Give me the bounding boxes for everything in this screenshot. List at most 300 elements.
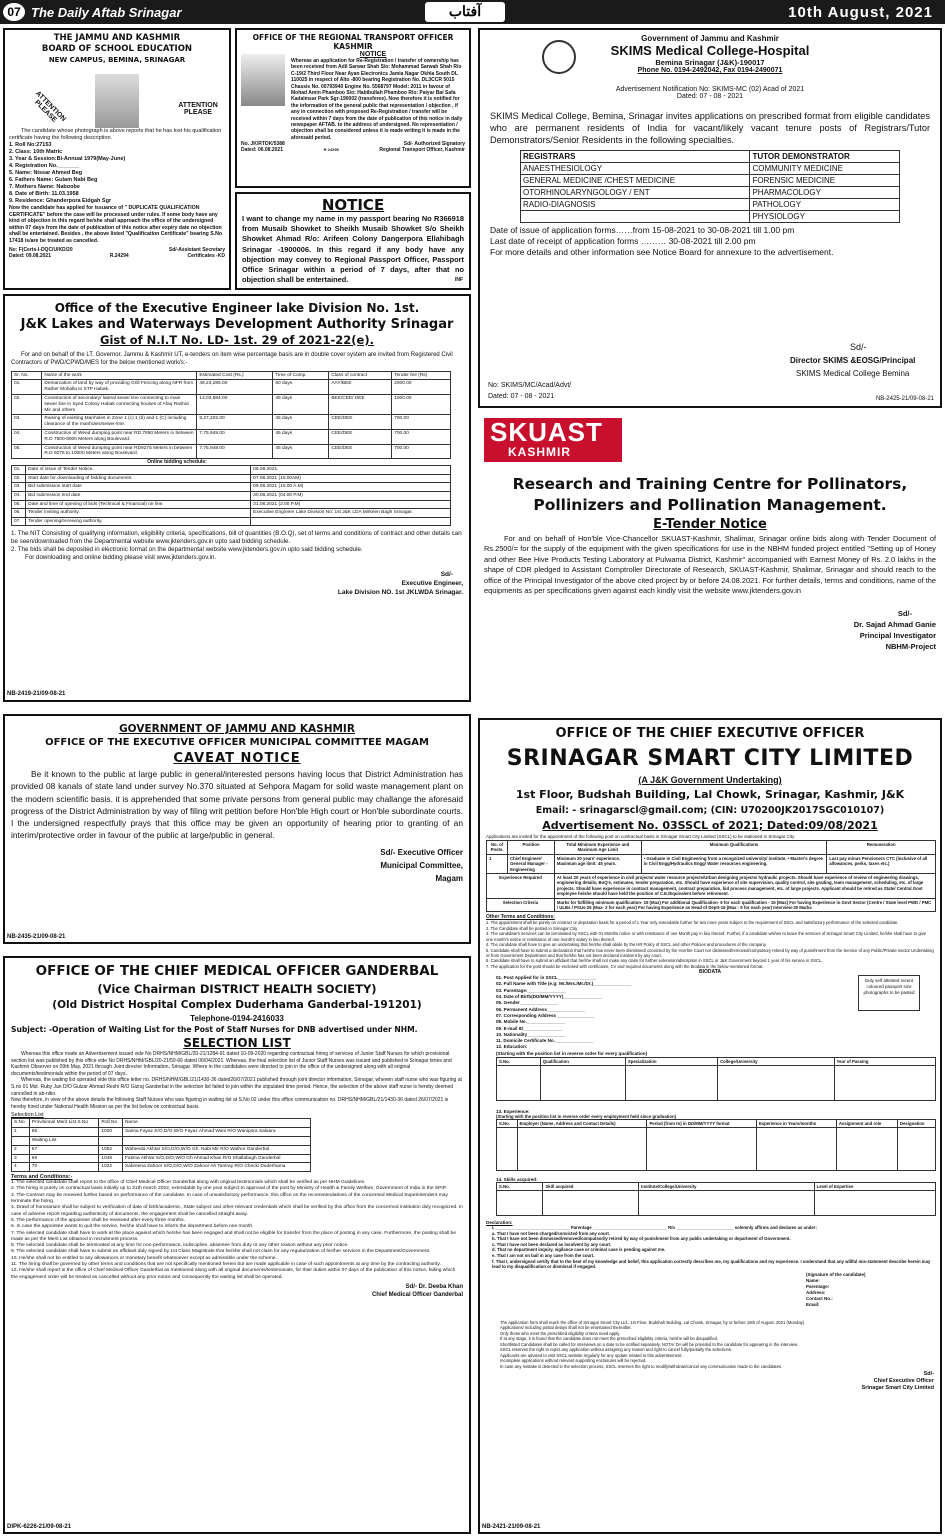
sc-post-cell: • Graduate in Civil Engineering from a recognized university/ institute. • Master's degree in Civil Engg/Hydraulics Engg/ Water resources engineering. bbox=[641, 854, 827, 873]
sc-col-header: No. of Posts. bbox=[487, 841, 508, 855]
gb-term: 6. In case the appointee wants to quit the service, he/she shall have to inform the department before one month. bbox=[11, 1224, 254, 1230]
sc-code: NB-2421-21/09-08-21 bbox=[482, 1524, 541, 1530]
lakes-col-header: Estimated Cost (Rs.) bbox=[197, 371, 273, 380]
gb-term: 1. The selected candidate shall report to the office of Chief Medical Officer Ganderbal along with original testimonials which shall be verified as per NHM Guidelines. bbox=[11, 1180, 366, 1186]
sc-declaration bbox=[492, 1225, 934, 1270]
lakes-cell: CEE/DEE bbox=[329, 415, 392, 430]
lakes-cell: 45 days bbox=[273, 429, 329, 444]
sc-field: 10. Nationality_______________ bbox=[496, 1031, 566, 1037]
ganderbal-terms-title: Terms and Conditions:- bbox=[11, 1174, 73, 1181]
sc-decl-line: d. That no department inquiry, vigilance case or criminal case is pending against me. bbox=[492, 1247, 666, 1253]
smartcity-title-4: 1st Floor, Budshah Building, Lal Chowk, Srinagar, Kashmir, J&K bbox=[515, 788, 905, 801]
sc-footer-line: SSCL reserves the right to reject any application without assigning any reason and right to cancel fully/partially the selections. bbox=[500, 1347, 733, 1353]
sc-form-col-header: Specialization bbox=[625, 1057, 717, 1065]
masthead-logo: آفتاب bbox=[425, 2, 505, 22]
gb-term: 7. The selected candidate shall have to work at the place against which he/she has been engaged and shall not be eligible for transfer from the place of posting in any case. Furthermore, the posting shall be made as per the Merit List obtained in recruitment process. bbox=[11, 1230, 456, 1242]
sc-form-col-header: S.No. bbox=[497, 1057, 541, 1065]
lakes-cell: Construction of Weed dumping point near RD9275 Meters in between R.D 9275 to 10000 Meters along Boulevard. bbox=[42, 444, 197, 459]
gb-cell: 69 bbox=[29, 1154, 99, 1163]
sc-decl-title: Declaration: bbox=[486, 1219, 513, 1225]
sc-term: 2. The Candidate shall be posted in Srinagar City. bbox=[486, 925, 579, 931]
skims-line2: Last date of receipt of application forms ……… 30-08-2021 till 2.00 pm bbox=[490, 236, 756, 246]
skims-cell: FORENSIC MEDICINE bbox=[750, 175, 900, 187]
skuast-sign-2: Principal Investigator bbox=[859, 631, 936, 641]
gb-cell: 2 bbox=[12, 1145, 30, 1154]
sc-col-header: Position bbox=[508, 841, 555, 855]
schedule-row bbox=[12, 500, 451, 509]
skims-address: Bemina Srinagar (J&K)-190017 bbox=[655, 58, 765, 67]
sc-field: 05. Gender_______________ bbox=[496, 1000, 559, 1006]
sc-exp-text: At least 20 years of experience in civil projects/ water resource projects/Urban designing projects/ hydraulic projects. Should have experience of review of engineering drawings, engineering details, BoQ's, estimates, tender preparation, etc. Should have experience of site supervision, quality control, site grading, team management, scheduling, etc. of large projects. Should have experience in contract management, contract preparation, bid process management, etc. of large projects. Applicant should be retired as State/ Central Govt employee he/she should have held the position of C.E./Equivalent before retirement. bbox=[554, 874, 935, 899]
sc-field: 08. Mobile No._______________ bbox=[496, 1019, 566, 1025]
smartcity-intro: Applications are invited for the appointment of the following post on contractual basis in Srinagar Smart City Limited (SSCL) to be stationed in Srinagar City bbox=[486, 834, 795, 839]
ganderbal-code: DIPK-6226-21/09-08-21 bbox=[7, 1524, 72, 1530]
skims-advertisement bbox=[478, 28, 942, 408]
gb-cell: Sabreena Zahoor S/O,D/O,W/O Zahoor Ah Tantray R/O Checki Duderhama bbox=[122, 1163, 310, 1172]
ganderbal-p3: Now therefore, in view of the above details the following Staff Nurses who was figuring in waiting list at S.No 02 under this office communication no. DRHS/NHM/GBL/21/1430-36 dated 26/07/2021 is hereby hired under National Health Mission as per the list below on contractual basis. bbox=[11, 1097, 449, 1110]
issue-date: 10th August, 2021 bbox=[788, 3, 933, 21]
rto-sign2: Regional Transport Officer, Kashmir bbox=[379, 147, 465, 154]
schedule-cell: Date of issue of Tender Notice. bbox=[26, 466, 251, 475]
table-row bbox=[12, 1136, 311, 1145]
ganderbal-subject: Subject: -Operation of Waiting List for the Post of Staff Nurses for DNB advertised under NHM. bbox=[11, 1025, 418, 1034]
sc-exp-title: 13. Experience: bbox=[496, 1108, 530, 1114]
sc-footer-line: Only those who meet the prescribed eligibility criteria need apply. bbox=[500, 1330, 621, 1336]
sc-footer-line: In case any mistake is detected in the selection process, SSCL reserves the right to modify/withdraw/cancel any communication made to the candidates. bbox=[500, 1363, 783, 1369]
lakes-col-header: Class of contract bbox=[329, 371, 392, 380]
lakes-cell: 60 days bbox=[273, 380, 329, 395]
lakes-sign-1: Executive Engineer, bbox=[401, 580, 463, 588]
lakes-cell: 700.00 bbox=[392, 429, 451, 444]
smartcity-title-1: OFFICE OF THE CHIEF EXECUTIVE OFFICER bbox=[555, 726, 865, 741]
lakes-sched-title: Online bidding schedule: bbox=[147, 459, 207, 466]
sc-footer-line: Shortlisted Candidates shall be called for interviews on a date to be notified separately. NOTA/ DA will be provided to the candidate for appearing in the interview. bbox=[500, 1341, 799, 1347]
schedule-cell: 04. bbox=[12, 491, 26, 500]
skuast-sd: Sd/- bbox=[897, 609, 912, 619]
rto-notice bbox=[235, 28, 471, 188]
lakes-cell: 04. bbox=[12, 429, 42, 444]
sc-exp-head-row bbox=[497, 1119, 936, 1127]
gb-cell: 1022 bbox=[99, 1163, 123, 1172]
sc-field: 06. Permanent Address_______________ bbox=[496, 1006, 586, 1012]
jkbose-dated: Dated: 09.08.2021 bbox=[9, 252, 51, 259]
sc-exp-sub: (Starting with the position list in reverse order every employment held since graduation) bbox=[496, 1113, 677, 1119]
ganderbal-phone: Telephone-0194-2416033 bbox=[190, 1014, 284, 1023]
schedule-cell: Tender inviting authority. bbox=[26, 509, 251, 518]
lakes-cell: Construction of secondary/ lateral sewer line connecting to main sewer line in Syed Colony Habak connecting houses of Afaq Rashid Mir and others bbox=[42, 394, 197, 414]
lakes-cell: Demarcation of land by way of providing Grill Fencing along NFR from Rather Mohalla to STP Habak. bbox=[42, 380, 197, 395]
gb-cell: 67 bbox=[29, 1145, 99, 1154]
sc-exp-label: Experience Required bbox=[487, 874, 555, 899]
sc-sig-field: Parentage: bbox=[806, 1283, 830, 1289]
lakes-note-1: 1. The NIT Consisting of qualifying information, eligibility criteria, specifications, bill of quantities (B.O.Q), set of terms and conditions of contract and other details can be seen/downloaded from the Departmental website www.jktenders.gov.in upto said bidding schedule. bbox=[11, 530, 462, 546]
sc-field: (Starting with the position list in reverse order for every qualification) bbox=[496, 1050, 648, 1056]
sc-footer-line: Incomplete applications without relevant supporting enclosures will be rejected. bbox=[500, 1358, 647, 1364]
schedule-row bbox=[12, 474, 451, 483]
skims-row bbox=[521, 211, 900, 223]
gb-cell bbox=[99, 1136, 123, 1145]
schedule-row bbox=[12, 491, 451, 500]
sc-term: 4. The candidate shall have to give an undertaking that he/she shall abide by the HR Policy of SSCL and other Policies and procedures of the company. bbox=[486, 942, 767, 948]
gb-term: 11. The hiring shall be governed by other terms and conditions that are not specifically mentioned herein but are made applicable in case of such appointments at any time by the contracting authority. bbox=[11, 1261, 441, 1267]
gb-col-header: Provisional Merit List S.No bbox=[29, 1119, 99, 1128]
lakes-cell: Raising of existing Manholes in Zone 1 (c) 1 (b) and 1 (C) including clearance of the manholes/sewer-line. bbox=[42, 415, 197, 430]
sc-form-col-header: Institute/College/University bbox=[639, 1182, 814, 1190]
schedule-cell: 30.08.2021 (04.00 P.M) bbox=[251, 491, 451, 500]
ganderbal-title-5: SELECTION LIST bbox=[183, 1036, 291, 1050]
passport-code: INF bbox=[454, 277, 463, 283]
skims-row bbox=[521, 175, 900, 187]
sc-footer-line: The application form shall reach the office of Srinagar Smart City Ltd., 1st Floor, Budshah Building, Lal Chowk, Srinagar, by or before 16th of August, 2021 (Monday). bbox=[500, 1319, 806, 1325]
lakes-cell: 01. bbox=[12, 380, 42, 395]
sc-field: 12. Education: bbox=[496, 1044, 528, 1050]
ganderbal-title-3: (Old District Hospital Complex Duderhama Ganderbal-191201) bbox=[52, 999, 422, 1011]
smartcity-title-2: SRINAGAR SMART CITY LIMITED bbox=[506, 746, 914, 771]
lakes-cell: 700.00 bbox=[392, 415, 451, 430]
sc-footer-line: Applicants are advised to visit SSCL website regularly for any update related to this advertisement. bbox=[500, 1352, 683, 1358]
skims-cell: PHARMACOLOGY bbox=[750, 187, 900, 199]
rto-no: No. JK/RTOK/5388 bbox=[241, 141, 285, 148]
sc-form-col-header: Employer (Name, Address and Contact Details) bbox=[517, 1119, 647, 1127]
gb-term: 8. The selected candidate shall be terminated at any time for non-performance, indiscipline, absentee from duty or any other reason without any prior notice. bbox=[11, 1243, 349, 1249]
schedule-cell: Bid submission end date bbox=[26, 491, 251, 500]
schedule-cell: 05. bbox=[12, 500, 26, 509]
jkbose-title-1: THE JAMMU AND KASHMIR bbox=[53, 33, 181, 43]
newspaper-name: The Daily Aftab Srinagar bbox=[31, 4, 182, 20]
jkbose-sign1: Sd/-Assistant Secretary bbox=[168, 246, 225, 253]
schedule-cell: Date and time of opening of bids (Technical & Financial) on line. bbox=[26, 500, 251, 509]
gb-cell: 1 bbox=[12, 1128, 30, 1137]
lakes-schedule-table bbox=[11, 465, 451, 526]
table-row bbox=[12, 1128, 311, 1137]
sc-skill-table bbox=[496, 1182, 936, 1216]
gb-term: 3. The Contract may be renewed further based on performance of the candidate. In case of unsatisfactory performance, this office on the recommendations of the concerned Medical Superintendent may terminate the hiring. bbox=[11, 1192, 448, 1205]
skims-row bbox=[521, 199, 900, 211]
skuast-title-1: Research and Training Centre for Pollinators, bbox=[512, 475, 908, 493]
table-row bbox=[12, 444, 451, 459]
ganderbal-title-2: (Vice Chairman DISTRICT HEALTH SOCIETY) bbox=[97, 982, 377, 996]
smartcity-post-table bbox=[486, 840, 936, 912]
sc-post-row bbox=[487, 854, 936, 873]
jkbose-field: 1. Roll No:27153 bbox=[9, 142, 52, 148]
lakes-cell: AAY/BEE bbox=[329, 380, 392, 395]
sc-post-cell: Minimum 20 years' experience. Maximum age limit: 45 years. bbox=[554, 854, 641, 873]
ganderbal-table bbox=[11, 1118, 311, 1172]
schedule-cell: 07. bbox=[12, 517, 26, 526]
gb-cell: 1045 bbox=[99, 1154, 123, 1163]
sc-form-col-header: S.No. bbox=[497, 1119, 518, 1127]
jkbose-field: 5. Name: Nissar Ahmed Beg bbox=[9, 170, 83, 176]
skuast-logo-sub: KASHMIR bbox=[508, 445, 571, 459]
lakes-cell: 45 days bbox=[273, 415, 329, 430]
skims-dt: Dated: 07 - 08 - 2021 bbox=[488, 393, 555, 400]
sc-decl-line: I, _______________________________ Parentage _______________________________ R/o ________________________ solemnly affirms and declares as under: bbox=[492, 1224, 817, 1230]
jkbose-field: 8. Date of Birth: 11.03.1958 bbox=[9, 191, 79, 197]
gb-cell: 3 bbox=[12, 1154, 30, 1163]
jkbose-sign2: Certificates -KD bbox=[187, 252, 225, 259]
jkbose-field: 6. Fathers Name: Gulam Nabi Beg bbox=[9, 177, 98, 183]
jkbose-title-2: BOARD OF SCHOOL EDUCATION bbox=[41, 44, 193, 54]
lakes-cell: 49,23,285.00 bbox=[197, 380, 273, 395]
gb-col-header: Roll No bbox=[99, 1119, 123, 1128]
sc-form-col-header: Level of Expertise bbox=[814, 1182, 935, 1190]
magam-sign-3: Magam bbox=[435, 873, 463, 883]
sc-form-col-header: S.No. bbox=[497, 1182, 543, 1190]
gb-cell: 1020 bbox=[99, 1128, 123, 1137]
sc-decl-line: c. That I have not been declared as insolvent by any court. bbox=[492, 1241, 612, 1247]
sc-term: 3. The candidate's services can be terminated by SSCL with 01 Months notice or with remittance of one Month pay in lieu thereof. Further, if a candidate wishes to leave the services of Srinagar Smart City Limited, he/she shall have to give one month's notice or remittance of one month's salary in lieu thereof. bbox=[486, 931, 927, 942]
lakes-cell: 03. bbox=[12, 415, 42, 430]
table-row bbox=[12, 1145, 311, 1154]
sc-col-header: Minimum Qualifications bbox=[641, 841, 827, 855]
rto-notice-heading: NOTICE bbox=[359, 51, 387, 58]
attention-left: ATTENTION PLEASE bbox=[33, 90, 67, 124]
skims-cell: PATHOLOGY bbox=[750, 199, 900, 211]
jkbose-fields bbox=[9, 142, 225, 205]
schedule-cell: Bid submission start date bbox=[26, 483, 251, 492]
sc-decl-line: b. That I have not been dismissed/removed/compulsorily retired by way of punishment from any public undertaking or department of Government. bbox=[492, 1236, 791, 1242]
gb-term: 2. The hiring is purely on contractual basis initially up to 31th march 2022, extendable by one year subject to approval of the post by Ministry of Health & Family Welfare, Government of India in the SPIP. bbox=[11, 1186, 447, 1192]
sc-term: 1. The appointment shall be purely on contract or deputation basis for a period of 1 Year only extendable further for two more years subject to the requirement of SSCL and satisfactory performance of the selected candidate. bbox=[486, 920, 899, 926]
jkbose-title-3: NEW CAMPUS, BEMINA, SRINAGAR bbox=[48, 56, 186, 64]
sc-post-cell: Chief Engineer/ General Manager - Engineering bbox=[508, 854, 555, 873]
schedule-cell: Executive Engineer Lake Division No: 1st J&K LDA Mirkeen Bagh Srinagar. bbox=[251, 509, 451, 518]
passport-body: I want to change my name in my passport bearing No R366918 from Musaib Showket to Sheikh Musaib Showket S/o Sheikh Showket Ahmad R/o: Arifeen Colony Dangerpora Ellahibagh Srinagar -1900006. In this regard if any body have any objection may convey to Regional Passport Officer, Passport Office Srinagar within a period of 7 days, after that no objection shall be entertained. bbox=[242, 214, 464, 285]
sc-sig-head: (Signature of the candidate) bbox=[806, 1271, 866, 1277]
gb-cell: Fatima Akhtar S/O,D/O,W/O Gh Ahmad Khan R/O Shallabugh Ganderbal bbox=[122, 1154, 310, 1163]
lakes-cell: 700.00 bbox=[392, 444, 451, 459]
skims-sd: Sd/- bbox=[850, 342, 867, 352]
lakes-intro: For and on behalf of the LT. Governor, Jammu & Kashmir UT, e-tenders on item wise percentage basis are in double cover system are invited from Registered Civil Contractors of PWD/CPWD/MES for the below mentioned work/s:- bbox=[11, 352, 453, 366]
sc-form-col-header: College/University bbox=[718, 1057, 834, 1065]
sc-field: 11. Domicile Certificate No._______________ bbox=[496, 1038, 594, 1044]
lakes-note-3: For downloading and online bidding please visit www.jktenders.gov.in. bbox=[25, 554, 217, 562]
magam-title-2: OFFICE OF THE EXECUTIVE OFFICER MUNICIPAL COMMITTEE MAGAM bbox=[45, 737, 429, 748]
gb-cell: 1052 bbox=[99, 1145, 123, 1154]
skims-table bbox=[520, 150, 900, 223]
sc-field: 02. Full Name with Title (e.g: Mr./Mrs./Mr./Dr.)_______________ bbox=[496, 981, 632, 987]
magam-title-1: GOVERNMENT OF JAMMU AND KASHMIR bbox=[119, 723, 355, 735]
schedule-cell: 06.08.2021. bbox=[251, 466, 451, 475]
sc-form-col-header: Experience in Years/months bbox=[756, 1119, 836, 1127]
rto-dated: Dated: 06.08.2021 bbox=[241, 147, 283, 154]
sc-field: 04. Date of Birth(DD/MM/YYYY)_______________ bbox=[496, 994, 602, 1000]
jkbose-field: 3. Year & Session:Bi-Annual 1979(May-June) bbox=[9, 156, 126, 162]
jkbose-field: 7. Mothers Name: Naboobe bbox=[9, 184, 80, 190]
rto-body: Whereas an application for Re-Registration / transfer of ownership has been received from Adil Sarwar Shah S/o: Mohammad Sarwah Shah R/o C-19/2 Third Floor Near Ayan Electronics Jamia Nagar Okhla South DL 110025 in respect of Alto -800 bearing Registration No. DL3CCR 5015 Chassis No. 00793940 Engine No. 5568797 Model: 2011 in favour of Mohad Amin Phamboo S/o: Habibullah Phamboo R/o: Paiyar Bal Safa Kadalmsar Park Sgr-190002 (transferee). Now therefore it is notified for the information of the general public that representation / objection , if any in connection with proposed Re-Registration / transfer will be received within 7 days from the date of publication of this notice in daily newspaper AFTAB. to the address of undersigned. No representation / objection shall be considered unless it is made writing it is made in the aforesaid period. bbox=[291, 58, 463, 141]
lakes-tender bbox=[3, 294, 471, 702]
ganderbal-selection bbox=[3, 956, 471, 1534]
schedule-cell: 03. bbox=[12, 483, 26, 492]
sc-head-row bbox=[487, 841, 936, 855]
sc-sign-2: Srinagar Smart City Limited bbox=[861, 1385, 934, 1392]
lakes-title-2: J&K Lakes and Waterways Development Authority Srinagar bbox=[20, 317, 454, 332]
rto-title: OFFICE OF THE REGIONAL TRANSPORT OFFICER KASHMIR bbox=[252, 33, 454, 51]
magam-title-3: CAVEAT NOTICE bbox=[173, 751, 301, 766]
skims-code: NB-2425-21/09-08-21 bbox=[875, 396, 934, 402]
gb-cell: 70 bbox=[29, 1163, 99, 1172]
sc-terms-title: Other Terms and Conditions: bbox=[486, 914, 555, 921]
magam-code: NB-2435-21/09-08-21 bbox=[7, 934, 66, 940]
sc-sd: Sd/- bbox=[923, 1371, 934, 1378]
schedule-row bbox=[12, 466, 451, 475]
candidate-photo bbox=[95, 74, 139, 128]
gb-term: 5. The performance of the appointee shall be reviewed after every three months. bbox=[11, 1217, 185, 1223]
sc-form-col-header: Skill acquired bbox=[543, 1182, 639, 1190]
skims-cell: ANAESTHESIOLOGY bbox=[521, 163, 750, 175]
sc-sig-field: Address: bbox=[806, 1289, 826, 1295]
lakes-cell: 45 days bbox=[273, 444, 329, 459]
rto-sign1: Sd/- Authorized Signatory bbox=[403, 141, 465, 148]
gb-head-row bbox=[12, 1119, 311, 1128]
sc-education-table bbox=[496, 1057, 936, 1101]
gb-cell: 4 bbox=[12, 1163, 30, 1172]
lakes-cell: CEE/DEE bbox=[329, 429, 392, 444]
lakes-cell: BEE/CEE/ DEE bbox=[329, 394, 392, 414]
sc-field: 09. E-mail ID_______________ bbox=[496, 1025, 562, 1031]
sc-photo-box: Duly self attested recent coloured passport size photographs to be pasted bbox=[858, 975, 920, 1011]
sc-experience-table bbox=[496, 1119, 936, 1171]
skims-phone: Phone No. 0194-2492042, Fax 0194-2490071 bbox=[637, 67, 783, 74]
skims-no: No: SKIMS/MC/Acad/Advt/ bbox=[488, 382, 572, 389]
lakes-cell: 45 days bbox=[273, 394, 329, 414]
skims-th-tutor: TUTOR DEMONSTRATOR bbox=[750, 151, 900, 163]
sc-field: 01. Post Applied for in SSCL_______________ bbox=[496, 975, 597, 981]
jkbose-notice bbox=[3, 28, 231, 290]
table-row bbox=[12, 394, 451, 414]
jkbose-field: 9. Residence: Ghanderpora Eidgah Sgr bbox=[9, 198, 112, 204]
jkbose-body: Now the candidate has applied for issuance of " DUPLICATE QUALIFICATION CERTIFICATE" before the case will be processed under rules. If some body have any kind of objection in this regard he/she shall approach the office of the undersigned within 07 days from the date of publication of this notice after expiry date no objection shall be entertained. Besides , the above listed "Qualification Certificate" bearing S.No 17418 is/are be treated as cancelled. bbox=[9, 205, 223, 244]
table-row bbox=[12, 1154, 311, 1163]
gb-cell bbox=[12, 1136, 30, 1145]
ganderbal-title-1: OFFICE OF THE CHIEF MEDICAL OFFICER GANDERBAL bbox=[35, 963, 439, 979]
lakes-sign-sd: Sd/- bbox=[440, 571, 453, 579]
lakes-col-header: Name of the work bbox=[42, 371, 197, 380]
skims-dated: Dated: 07 - 08 - 2021 bbox=[676, 93, 744, 100]
schedule-cell: Tender opening/receiving authority. bbox=[26, 517, 251, 526]
skims-cell: RADIO-DIAGNOSIS bbox=[521, 199, 750, 211]
ganderbal-terms bbox=[11, 1180, 463, 1281]
gb-cell: Waiting List bbox=[29, 1136, 99, 1145]
ganderbal-sign-2: Chief Medical Officer Ganderbal bbox=[371, 1291, 463, 1298]
table-row bbox=[12, 380, 451, 395]
lakes-col-header: Sr. No. bbox=[12, 371, 42, 380]
table-row bbox=[12, 429, 451, 444]
sc-col-header: Remuneration bbox=[827, 841, 936, 855]
gb-cell: 66 bbox=[29, 1128, 99, 1137]
rto-code: R 24295 bbox=[323, 147, 339, 153]
sc-sig-field: Contact No.: bbox=[806, 1295, 833, 1301]
gb-term: 10. He/she shall not be entitled to any allowances or monetary benefit whatsoever except as admissible under the scheme. bbox=[11, 1255, 277, 1261]
skims-adv-no: Advertisement Notification No: SKIMS-MC (02) Acad of 2021 bbox=[615, 86, 805, 93]
smartcity-title-3: (A J&K Government Undertaking) bbox=[638, 775, 782, 785]
sc-sig-field: Name: bbox=[806, 1277, 820, 1283]
sc-form-col-header: Designation bbox=[897, 1119, 935, 1127]
schedule-cell: 06. bbox=[12, 509, 26, 518]
lakes-code: NB-2419-21/09-08-21 bbox=[7, 691, 66, 697]
lakes-col-header: Tender fee (Rs) bbox=[392, 371, 451, 380]
page-number: 07 bbox=[3, 3, 25, 21]
skims-line3: For more details and other information see Notice Board for annexure to the advertisement. bbox=[490, 247, 834, 257]
skuast-title-3: E-Tender Notice bbox=[653, 517, 767, 532]
skims-cell: OTORHINOLARYNGOLOGY / ENT bbox=[521, 187, 750, 199]
ganderbal-p1: Whereas this office made an Advertisement issued vide No DRHS/NHM/GBL/20-21/1284-91 dated 10-09-2020 regarding contractual hiring of services of Junior Staff Nurses for which provisional section list was published by this office vide No DRHS/NHM/GBL/20-21/59-66 dated 06/04/2021. Whereas, the final selection list of Junior Staff Nurses was issued and published in Srinagar times and Kashmir Observer on 09th May, 2021 through Joint director Information, Srinagar. Where in the candidates were directed to join in the office of the undersigned along with all original documents/testimonials within the period of 07 days. bbox=[11, 1051, 452, 1077]
gb-term: 4. Drawl of honorarium shall be subject to verification of date of birth/academic, State subject and other relevant credentials which shall be verified by this office from the concerned institution duly recognized. In case of adverse report regarding authenticity of documents, the engagement shall be cancelled straight away. bbox=[11, 1205, 463, 1217]
magam-sign-1: Sd/- Executive Officer bbox=[380, 847, 463, 857]
smartcity-title-6: Advertisement No. 03SSCL of 2021; Dated:09/08/2021 bbox=[542, 819, 878, 832]
gb-cell bbox=[122, 1136, 310, 1145]
schedule-cell: 07.08.2021 (10.00AM) bbox=[251, 474, 451, 483]
skims-cell: COMMUNITY MEDICINE bbox=[750, 163, 900, 175]
sc-form-col-header: Year of Passing bbox=[834, 1057, 935, 1065]
ganderbal-list-title: Selection List bbox=[11, 1112, 44, 1119]
sc-col-header: Total Minimum Experience and Maximum Age Limit bbox=[554, 841, 641, 855]
jkbose-field: 4. Registration No._______ bbox=[9, 163, 80, 169]
lakes-cell: 02. bbox=[12, 394, 42, 414]
schedule-cell bbox=[251, 517, 451, 526]
sc-footer-notes bbox=[500, 1320, 934, 1370]
gb-cell: Saima Fayaz S/O,D/O,W/O Fayaz Ahmad Wani R/O Wanipora Salaara bbox=[122, 1128, 310, 1137]
sc-post-cell: Last pay minus Pensioners CTC (inclusive of all allowances, perks, taxes etc.) bbox=[827, 854, 936, 873]
schedule-cell: Start date for downloading of bidding documents. bbox=[26, 474, 251, 483]
skims-row bbox=[521, 187, 900, 199]
lakes-note-2: 2. The bids shall be deposited in electronic format on the departmental website www.jktenders.gov.in upto said bidding schedule. bbox=[11, 546, 363, 554]
ganderbal-sign-1: Sd/- Dr. Deeba Khan bbox=[405, 1283, 463, 1290]
skuast-tender bbox=[478, 412, 942, 702]
sc-term: 5. Candidate shall have to submit a declaration that he/she has never been dismissed/ convicted by the Hon'ble Court nor dismissed/removed/compulsory retired by way of punishment from the Service of any Public/Private Sector Undertaking or from Government Department and that he/she has not been declared insolvent by any court. bbox=[486, 947, 934, 958]
magam-sign-2: Municipal Committee, bbox=[380, 860, 463, 870]
passport-notice bbox=[235, 192, 471, 290]
page-header bbox=[0, 0, 945, 24]
skims-cell: PHYSIOLOGY bbox=[750, 211, 900, 223]
skims-th-registrars: REGISTRARS bbox=[521, 151, 750, 163]
sc-term: 7. The application for the post should be enclosed with certificates, CV and required documents along with the Biodata in the below mentioned format. bbox=[486, 963, 764, 969]
skims-line1: Date of issue of application forms……from 15-08-2021 to 30-08-2021 till 1.00 pm bbox=[490, 225, 795, 235]
sc-form-col-header: Assignment and role bbox=[836, 1119, 897, 1127]
sc-sig-field: Email: bbox=[806, 1301, 820, 1307]
jkbose-field: 2. Class: 10th Matric bbox=[9, 149, 63, 155]
lakes-cell: 13,03,984.00 bbox=[197, 394, 273, 414]
skuast-body: For and on behalf of Hon'ble Vice-Chancellor SKUAST-Kashmir, Shalimar, Srinagar online bids along with Tender Document of Rs.2500/= for the supply of the equipment with the given specifications for use in the NBHM funded project entitled "Setting up of Honey and other Bee Hive Products Testing Laboratory at Pulwama District, Kashmir" accompanied with Earnest Money of Rs. 2.0 lakhs in the shape of CDR pledged to Assistant Comptroller Directorate of Research, SKUAST-Kashmir, Shalimar, Srinagar and should reach to the office of the Principal Investigator of the above cited project by or before 24.08.2021. For further details, terms and conditions, name of the equipments as per specifications given against each kindly visit the website www.jktenders.gov.in bbox=[484, 534, 936, 596]
skims-sign1: Director SKIMS &EOSG/Principal bbox=[790, 356, 916, 365]
sc-post-cell: 1 bbox=[487, 854, 508, 873]
sc-field: 07. Corresponding Address_______________ bbox=[496, 1012, 595, 1018]
lakes-cell: Construction of Weed dumping point near RD.7650 Meters in between R.D 7500-8000 Meters along Boulevard. bbox=[42, 429, 197, 444]
lakes-col-header: Time of Comp. bbox=[273, 371, 329, 380]
schedule-row bbox=[12, 517, 451, 526]
sc-sel-label: Selection Criteria bbox=[487, 898, 555, 912]
sc-decl-line: e. That I am not on bail in any case from the court. bbox=[492, 1252, 595, 1258]
sc-edu-head-row bbox=[497, 1057, 936, 1065]
lakes-cell: CEE/DEE bbox=[329, 444, 392, 459]
skuast-sign-3: NBHM-Project bbox=[885, 642, 936, 652]
gb-term: 9. The selected candidate shall have to submit an affidavit duly signed by 1st Class Magistrate that he/she shall not claim for any regularization of his/her services in the Department/Government. bbox=[11, 1249, 431, 1255]
applicant-photo bbox=[241, 54, 285, 106]
lakes-cell: 7,75,948.00 bbox=[197, 429, 273, 444]
lakes-cell: 1000.00 bbox=[392, 394, 451, 414]
sc-decl-line: f. That I, undersigned certify that to the best of my knowledge and belief, this application correctly describes me, my qualifications and my experience. I understand that any willful mis-statement describe herein may lead to my disqualification or dismissal if engaged. bbox=[492, 1258, 931, 1270]
lakes-head-row bbox=[12, 371, 451, 380]
skims-body: SKIMS Medical College, Bemina, Srinagar invites applications on prescribed format from eligible candidates who are permanent residents of India for vacant/likely vacant tenure posts of Registrars/Tutor Demonstrators/Senior Residents in the following specialties. bbox=[490, 111, 930, 145]
sc-skill-title: 14. Skills acquired: bbox=[496, 1176, 538, 1182]
schedule-cell: 31.08.2021 (2.00 P.M) bbox=[251, 500, 451, 509]
sc-signature-fields bbox=[806, 1278, 934, 1308]
lakes-cell: 2000.00 bbox=[392, 380, 451, 395]
sc-sign-1: Chief Executive Officer bbox=[873, 1378, 934, 1385]
gb-col-header: Name bbox=[122, 1119, 310, 1128]
sc-form-col-header: Period (from to) in DD/MM/YYYY format bbox=[647, 1119, 756, 1127]
sc-field: 03. Parentage:_______________ bbox=[496, 987, 566, 993]
